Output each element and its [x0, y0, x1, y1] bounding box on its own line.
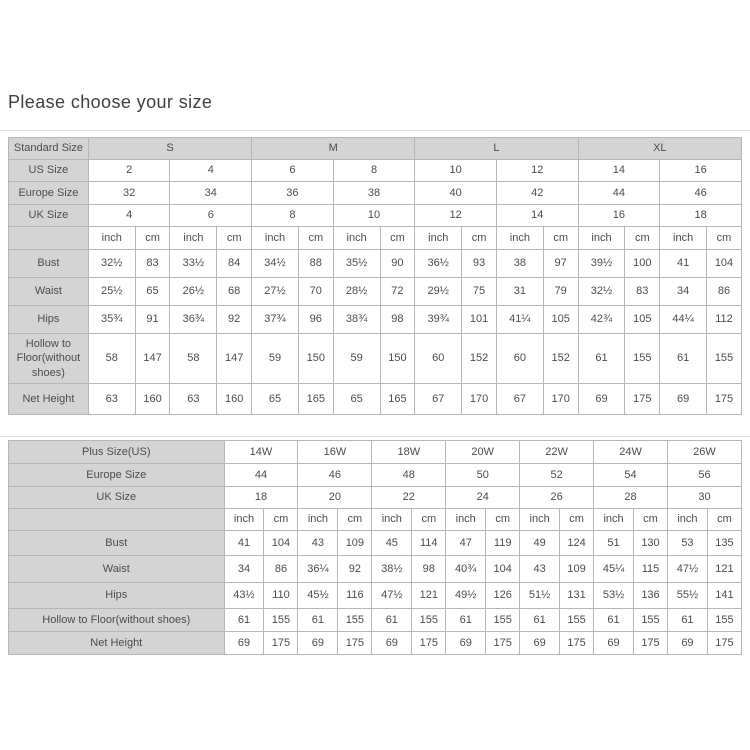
- measurement-value-cell: 100: [625, 250, 660, 278]
- size-group-cell: L: [415, 138, 578, 160]
- measurement-value-cell: 49: [520, 531, 560, 556]
- measurement-value-cell: 175: [486, 632, 520, 655]
- unit-label-cell: cm: [217, 227, 252, 250]
- unit-label-cell: cm: [380, 227, 415, 250]
- row-label-cell: [9, 227, 89, 250]
- measurement-value-cell: 61: [298, 609, 338, 632]
- measurement-value-cell: 67: [415, 384, 462, 415]
- measurement-value-cell: 58: [170, 334, 217, 384]
- size-value-cell: 6: [170, 205, 252, 227]
- size-value-cell: 24W: [594, 441, 668, 464]
- measurement-value-cell: 34: [224, 556, 264, 583]
- measurement-value-cell: 72: [380, 278, 415, 306]
- measurement-value-cell: 69: [446, 632, 486, 655]
- measurement-value-cell: 109: [338, 531, 372, 556]
- measurement-value-cell: 60: [415, 334, 462, 384]
- measurement-value-cell: 141: [707, 583, 741, 609]
- measurement-value-cell: 58: [88, 334, 135, 384]
- measurement-value-cell: 84: [217, 250, 252, 278]
- size-value-cell: 6: [252, 160, 334, 182]
- measurement-value-cell: 175: [625, 384, 660, 415]
- measurement-value-cell: 155: [412, 609, 446, 632]
- measurement-value-cell: 98: [380, 306, 415, 334]
- measurement-value-cell: 75: [462, 278, 497, 306]
- measurement-value-cell: 155: [707, 609, 741, 632]
- row-label-cell: Plus Size(US): [9, 441, 225, 464]
- measurement-value-cell: 34: [660, 278, 707, 306]
- measurement-value-cell: 175: [338, 632, 372, 655]
- measurement-value-cell: 38: [496, 250, 543, 278]
- measurement-value-cell: 36¼: [298, 556, 338, 583]
- measurement-value-cell: 39¾: [415, 306, 462, 334]
- measurement-value-cell: 83: [625, 278, 660, 306]
- measurement-value-cell: 47: [446, 531, 486, 556]
- unit-label-cell: inch: [333, 227, 380, 250]
- measurement-value-cell: 43½: [224, 583, 264, 609]
- measurement-value-cell: 121: [707, 556, 741, 583]
- measurement-value-cell: 170: [543, 384, 578, 415]
- measurement-value-cell: 175: [560, 632, 594, 655]
- size-value-cell: 4: [88, 205, 170, 227]
- measurement-value-cell: 160: [217, 384, 252, 415]
- row-label-cell: Bust: [9, 531, 225, 556]
- size-value-cell: 18: [224, 487, 298, 509]
- size-row: [9, 205, 742, 227]
- measurement-value-cell: 155: [625, 334, 660, 384]
- unit-label-cell: inch: [170, 227, 217, 250]
- unit-label-cell: inch: [660, 227, 707, 250]
- measurement-value-cell: 69: [372, 632, 412, 655]
- measurement-value-cell: 26½: [170, 278, 217, 306]
- size-value-cell: 14: [578, 160, 660, 182]
- measurement-value-cell: 96: [298, 306, 333, 334]
- measurement-value-cell: 70: [298, 278, 333, 306]
- measurement-value-cell: 104: [707, 250, 742, 278]
- measurement-value-cell: 42¾: [578, 306, 625, 334]
- measurement-value-cell: 88: [298, 250, 333, 278]
- measurement-value-cell: 53: [667, 531, 707, 556]
- unit-label-cell: inch: [520, 509, 560, 531]
- measurement-row: [9, 531, 742, 556]
- row-label-cell: US Size: [9, 160, 89, 182]
- measurement-value-cell: 36½: [415, 250, 462, 278]
- row-label-cell: Bust: [9, 250, 89, 278]
- measurement-value-cell: 60: [496, 334, 543, 384]
- row-label-cell: Hollow to Floor(without shoes): [9, 609, 225, 632]
- size-value-cell: 20: [298, 487, 372, 509]
- row-label-cell: Hollow to Floor(without shoes): [9, 334, 89, 384]
- measurement-value-cell: 69: [667, 632, 707, 655]
- unit-label-cell: cm: [264, 509, 298, 531]
- measurement-value-cell: 61: [372, 609, 412, 632]
- measurement-value-cell: 90: [380, 250, 415, 278]
- size-row: [9, 487, 742, 509]
- measurement-value-cell: 109: [560, 556, 594, 583]
- measurement-value-cell: 165: [298, 384, 333, 415]
- measurement-value-cell: 33½: [170, 250, 217, 278]
- row-label-cell: Net Height: [9, 384, 89, 415]
- row-label-cell: Hips: [9, 306, 89, 334]
- measurement-row: [9, 556, 742, 583]
- row-label-cell: Europe Size: [9, 464, 225, 487]
- measurement-value-cell: 126: [486, 583, 520, 609]
- measurement-value-cell: 155: [338, 609, 372, 632]
- unit-label-cell: cm: [462, 227, 497, 250]
- measurement-value-cell: 152: [462, 334, 497, 384]
- unit-label-cell: inch: [446, 509, 486, 531]
- row-label-cell: [9, 509, 225, 531]
- measurement-row: [9, 384, 742, 415]
- measurement-row: [9, 609, 742, 632]
- measurement-value-cell: 32½: [88, 250, 135, 278]
- measurement-value-cell: 36¾: [170, 306, 217, 334]
- measurement-value-cell: 175: [707, 384, 742, 415]
- measurement-value-cell: 61: [660, 334, 707, 384]
- row-label-cell: UK Size: [9, 487, 225, 509]
- size-value-cell: 18W: [372, 441, 446, 464]
- divider-line: [0, 436, 750, 437]
- measurement-value-cell: 150: [298, 334, 333, 384]
- measurement-value-cell: 61: [224, 609, 264, 632]
- size-value-cell: 20W: [446, 441, 520, 464]
- measurement-value-cell: 147: [135, 334, 170, 384]
- measurement-value-cell: 63: [170, 384, 217, 415]
- measurement-value-cell: 101: [462, 306, 497, 334]
- size-value-cell: 14W: [224, 441, 298, 464]
- measurement-value-cell: 160: [135, 384, 170, 415]
- unit-label-cell: inch: [415, 227, 462, 250]
- measurement-value-cell: 69: [520, 632, 560, 655]
- measurement-value-cell: 155: [264, 609, 298, 632]
- measurement-value-cell: 47½: [372, 583, 412, 609]
- measurement-value-cell: 92: [338, 556, 372, 583]
- divider-line: [0, 130, 750, 131]
- size-value-cell: 12: [496, 160, 578, 182]
- measurement-value-cell: 59: [252, 334, 299, 384]
- measurement-value-cell: 61: [594, 609, 634, 632]
- measurement-value-cell: 45½: [298, 583, 338, 609]
- corner-label-cell: Standard Size: [9, 138, 89, 160]
- measurement-value-cell: 65: [252, 384, 299, 415]
- measurement-value-cell: 41: [660, 250, 707, 278]
- size-row: [9, 441, 742, 464]
- unit-label-cell: inch: [496, 227, 543, 250]
- row-label-cell: Waist: [9, 278, 89, 306]
- measurement-value-cell: 44¼: [660, 306, 707, 334]
- size-value-cell: 38: [333, 182, 415, 205]
- measurement-row: [9, 306, 742, 334]
- measurement-value-cell: 112: [707, 306, 742, 334]
- size-value-cell: 46: [298, 464, 372, 487]
- measurement-value-cell: 38¾: [333, 306, 380, 334]
- measurement-value-cell: 114: [412, 531, 446, 556]
- measurement-value-cell: 155: [486, 609, 520, 632]
- measurement-value-cell: 47½: [667, 556, 707, 583]
- measurement-row: [9, 250, 742, 278]
- size-value-cell: 8: [252, 205, 334, 227]
- measurement-value-cell: 93: [462, 250, 497, 278]
- row-label-cell: Waist: [9, 556, 225, 583]
- size-row: [9, 464, 742, 487]
- measurement-value-cell: 35½: [333, 250, 380, 278]
- row-label-cell: Net Height: [9, 632, 225, 655]
- measurement-value-cell: 63: [88, 384, 135, 415]
- measurement-value-cell: 49½: [446, 583, 486, 609]
- row-label-cell: Hips: [9, 583, 225, 609]
- size-value-cell: 2: [88, 160, 170, 182]
- unit-label-cell: cm: [135, 227, 170, 250]
- measurement-value-cell: 92: [217, 306, 252, 334]
- size-row: [9, 182, 742, 205]
- measurement-value-cell: 43: [520, 556, 560, 583]
- measurement-value-cell: 115: [634, 556, 668, 583]
- measurement-row: [9, 278, 742, 306]
- measurement-value-cell: 61: [446, 609, 486, 632]
- measurement-value-cell: 51½: [520, 583, 560, 609]
- size-value-cell: 40: [415, 182, 497, 205]
- measurement-value-cell: 131: [560, 583, 594, 609]
- measurement-value-cell: 83: [135, 250, 170, 278]
- size-group-cell: S: [88, 138, 251, 160]
- unit-row: [9, 227, 742, 250]
- size-value-cell: 22W: [520, 441, 594, 464]
- measurement-value-cell: 28½: [333, 278, 380, 306]
- unit-label-cell: cm: [543, 227, 578, 250]
- measurement-value-cell: 175: [264, 632, 298, 655]
- measurement-value-cell: 91: [135, 306, 170, 334]
- unit-label-cell: inch: [667, 509, 707, 531]
- measurement-value-cell: 175: [707, 632, 741, 655]
- measurement-value-cell: 68: [217, 278, 252, 306]
- measurement-value-cell: 45¼: [594, 556, 634, 583]
- measurement-value-cell: 38½: [372, 556, 412, 583]
- size-value-cell: 26: [520, 487, 594, 509]
- measurement-value-cell: 86: [264, 556, 298, 583]
- measurement-value-cell: 65: [135, 278, 170, 306]
- unit-label-cell: cm: [412, 509, 446, 531]
- measurement-value-cell: 61: [520, 609, 560, 632]
- size-value-cell: 14: [496, 205, 578, 227]
- size-value-cell: 22: [372, 487, 446, 509]
- measurement-value-cell: 32½: [578, 278, 625, 306]
- row-label-cell: Europe Size: [9, 182, 89, 205]
- size-value-cell: 56: [667, 464, 741, 487]
- measurement-value-cell: 45: [372, 531, 412, 556]
- unit-label-cell: inch: [372, 509, 412, 531]
- page-title: Please choose your size: [8, 92, 213, 112]
- size-value-cell: 10: [415, 160, 497, 182]
- measurement-value-cell: 155: [634, 609, 668, 632]
- measurement-value-cell: 105: [625, 306, 660, 334]
- size-value-cell: 10: [333, 205, 415, 227]
- unit-label-cell: inch: [594, 509, 634, 531]
- measurement-value-cell: 55½: [667, 583, 707, 609]
- measurement-value-cell: 69: [224, 632, 264, 655]
- size-value-cell: 46: [660, 182, 742, 205]
- size-value-cell: 44: [224, 464, 298, 487]
- unit-label-cell: inch: [578, 227, 625, 250]
- size-value-cell: 52: [520, 464, 594, 487]
- size-value-cell: 16: [660, 160, 742, 182]
- unit-label-cell: cm: [634, 509, 668, 531]
- measurement-value-cell: 69: [660, 384, 707, 415]
- measurement-value-cell: 37¾: [252, 306, 299, 334]
- measurement-value-cell: 61: [667, 609, 707, 632]
- plus-size-table: [8, 440, 742, 655]
- measurement-value-cell: 175: [634, 632, 668, 655]
- measurement-value-cell: 110: [264, 583, 298, 609]
- size-value-cell: 8: [333, 160, 415, 182]
- unit-label-cell: cm: [486, 509, 520, 531]
- measurement-value-cell: 29½: [415, 278, 462, 306]
- measurement-value-cell: 98: [412, 556, 446, 583]
- unit-label-cell: cm: [560, 509, 594, 531]
- unit-label-cell: cm: [625, 227, 660, 250]
- unit-label-cell: cm: [298, 227, 333, 250]
- measurement-row: [9, 334, 742, 384]
- size-value-cell: 54: [594, 464, 668, 487]
- measurement-value-cell: 155: [707, 334, 742, 384]
- measurement-value-cell: 53½: [594, 583, 634, 609]
- measurement-value-cell: 40¾: [446, 556, 486, 583]
- measurement-value-cell: 155: [560, 609, 594, 632]
- measurement-value-cell: 41: [224, 531, 264, 556]
- measurement-value-cell: 147: [217, 334, 252, 384]
- measurement-value-cell: 121: [412, 583, 446, 609]
- measurement-value-cell: 43: [298, 531, 338, 556]
- row-label-cell: UK Size: [9, 205, 89, 227]
- measurement-value-cell: 65: [333, 384, 380, 415]
- measurement-value-cell: 35¾: [88, 306, 135, 334]
- measurement-value-cell: 136: [634, 583, 668, 609]
- size-value-cell: 32: [88, 182, 170, 205]
- measurement-value-cell: 104: [486, 556, 520, 583]
- measurement-value-cell: 150: [380, 334, 415, 384]
- size-value-cell: 12: [415, 205, 497, 227]
- measurement-value-cell: 135: [707, 531, 741, 556]
- measurement-value-cell: 27½: [252, 278, 299, 306]
- measurement-value-cell: 39½: [578, 250, 625, 278]
- size-value-cell: 26W: [667, 441, 741, 464]
- size-value-cell: 34: [170, 182, 252, 205]
- measurement-row: [9, 583, 742, 609]
- unit-label-cell: cm: [707, 509, 741, 531]
- unit-label-cell: cm: [707, 227, 742, 250]
- measurement-value-cell: 116: [338, 583, 372, 609]
- measurement-value-cell: 41¼: [496, 306, 543, 334]
- measurement-row: [9, 632, 742, 655]
- measurement-value-cell: 34½: [252, 250, 299, 278]
- size-group-row: [9, 138, 742, 160]
- unit-row: [9, 509, 742, 531]
- size-value-cell: 42: [496, 182, 578, 205]
- size-group-cell: M: [252, 138, 415, 160]
- measurement-value-cell: 51: [594, 531, 634, 556]
- measurement-value-cell: 97: [543, 250, 578, 278]
- size-value-cell: 4: [170, 160, 252, 182]
- size-row: [9, 160, 742, 182]
- size-value-cell: 28: [594, 487, 668, 509]
- measurement-value-cell: 175: [412, 632, 446, 655]
- measurement-value-cell: 67: [496, 384, 543, 415]
- unit-label-cell: cm: [338, 509, 372, 531]
- unit-label-cell: inch: [224, 509, 264, 531]
- unit-label-cell: inch: [88, 227, 135, 250]
- size-value-cell: 44: [578, 182, 660, 205]
- measurement-value-cell: 130: [634, 531, 668, 556]
- size-value-cell: 16W: [298, 441, 372, 464]
- measurement-value-cell: 119: [486, 531, 520, 556]
- measurement-value-cell: 165: [380, 384, 415, 415]
- measurement-value-cell: 170: [462, 384, 497, 415]
- measurement-value-cell: 59: [333, 334, 380, 384]
- measurement-value-cell: 79: [543, 278, 578, 306]
- measurement-value-cell: 152: [543, 334, 578, 384]
- measurement-value-cell: 61: [578, 334, 625, 384]
- size-group-cell: XL: [578, 138, 741, 160]
- size-value-cell: 24: [446, 487, 520, 509]
- measurement-value-cell: 31: [496, 278, 543, 306]
- standard-size-table: [8, 137, 742, 415]
- size-value-cell: 50: [446, 464, 520, 487]
- unit-label-cell: inch: [298, 509, 338, 531]
- measurement-value-cell: 69: [578, 384, 625, 415]
- size-value-cell: 30: [667, 487, 741, 509]
- size-value-cell: 48: [372, 464, 446, 487]
- size-value-cell: 16: [578, 205, 660, 227]
- measurement-value-cell: 86: [707, 278, 742, 306]
- measurement-value-cell: 104: [264, 531, 298, 556]
- size-value-cell: 18: [660, 205, 742, 227]
- measurement-value-cell: 124: [560, 531, 594, 556]
- size-value-cell: 36: [252, 182, 334, 205]
- measurement-value-cell: 69: [298, 632, 338, 655]
- measurement-value-cell: 69: [594, 632, 634, 655]
- unit-label-cell: inch: [252, 227, 299, 250]
- measurement-value-cell: 25½: [88, 278, 135, 306]
- measurement-value-cell: 105: [543, 306, 578, 334]
